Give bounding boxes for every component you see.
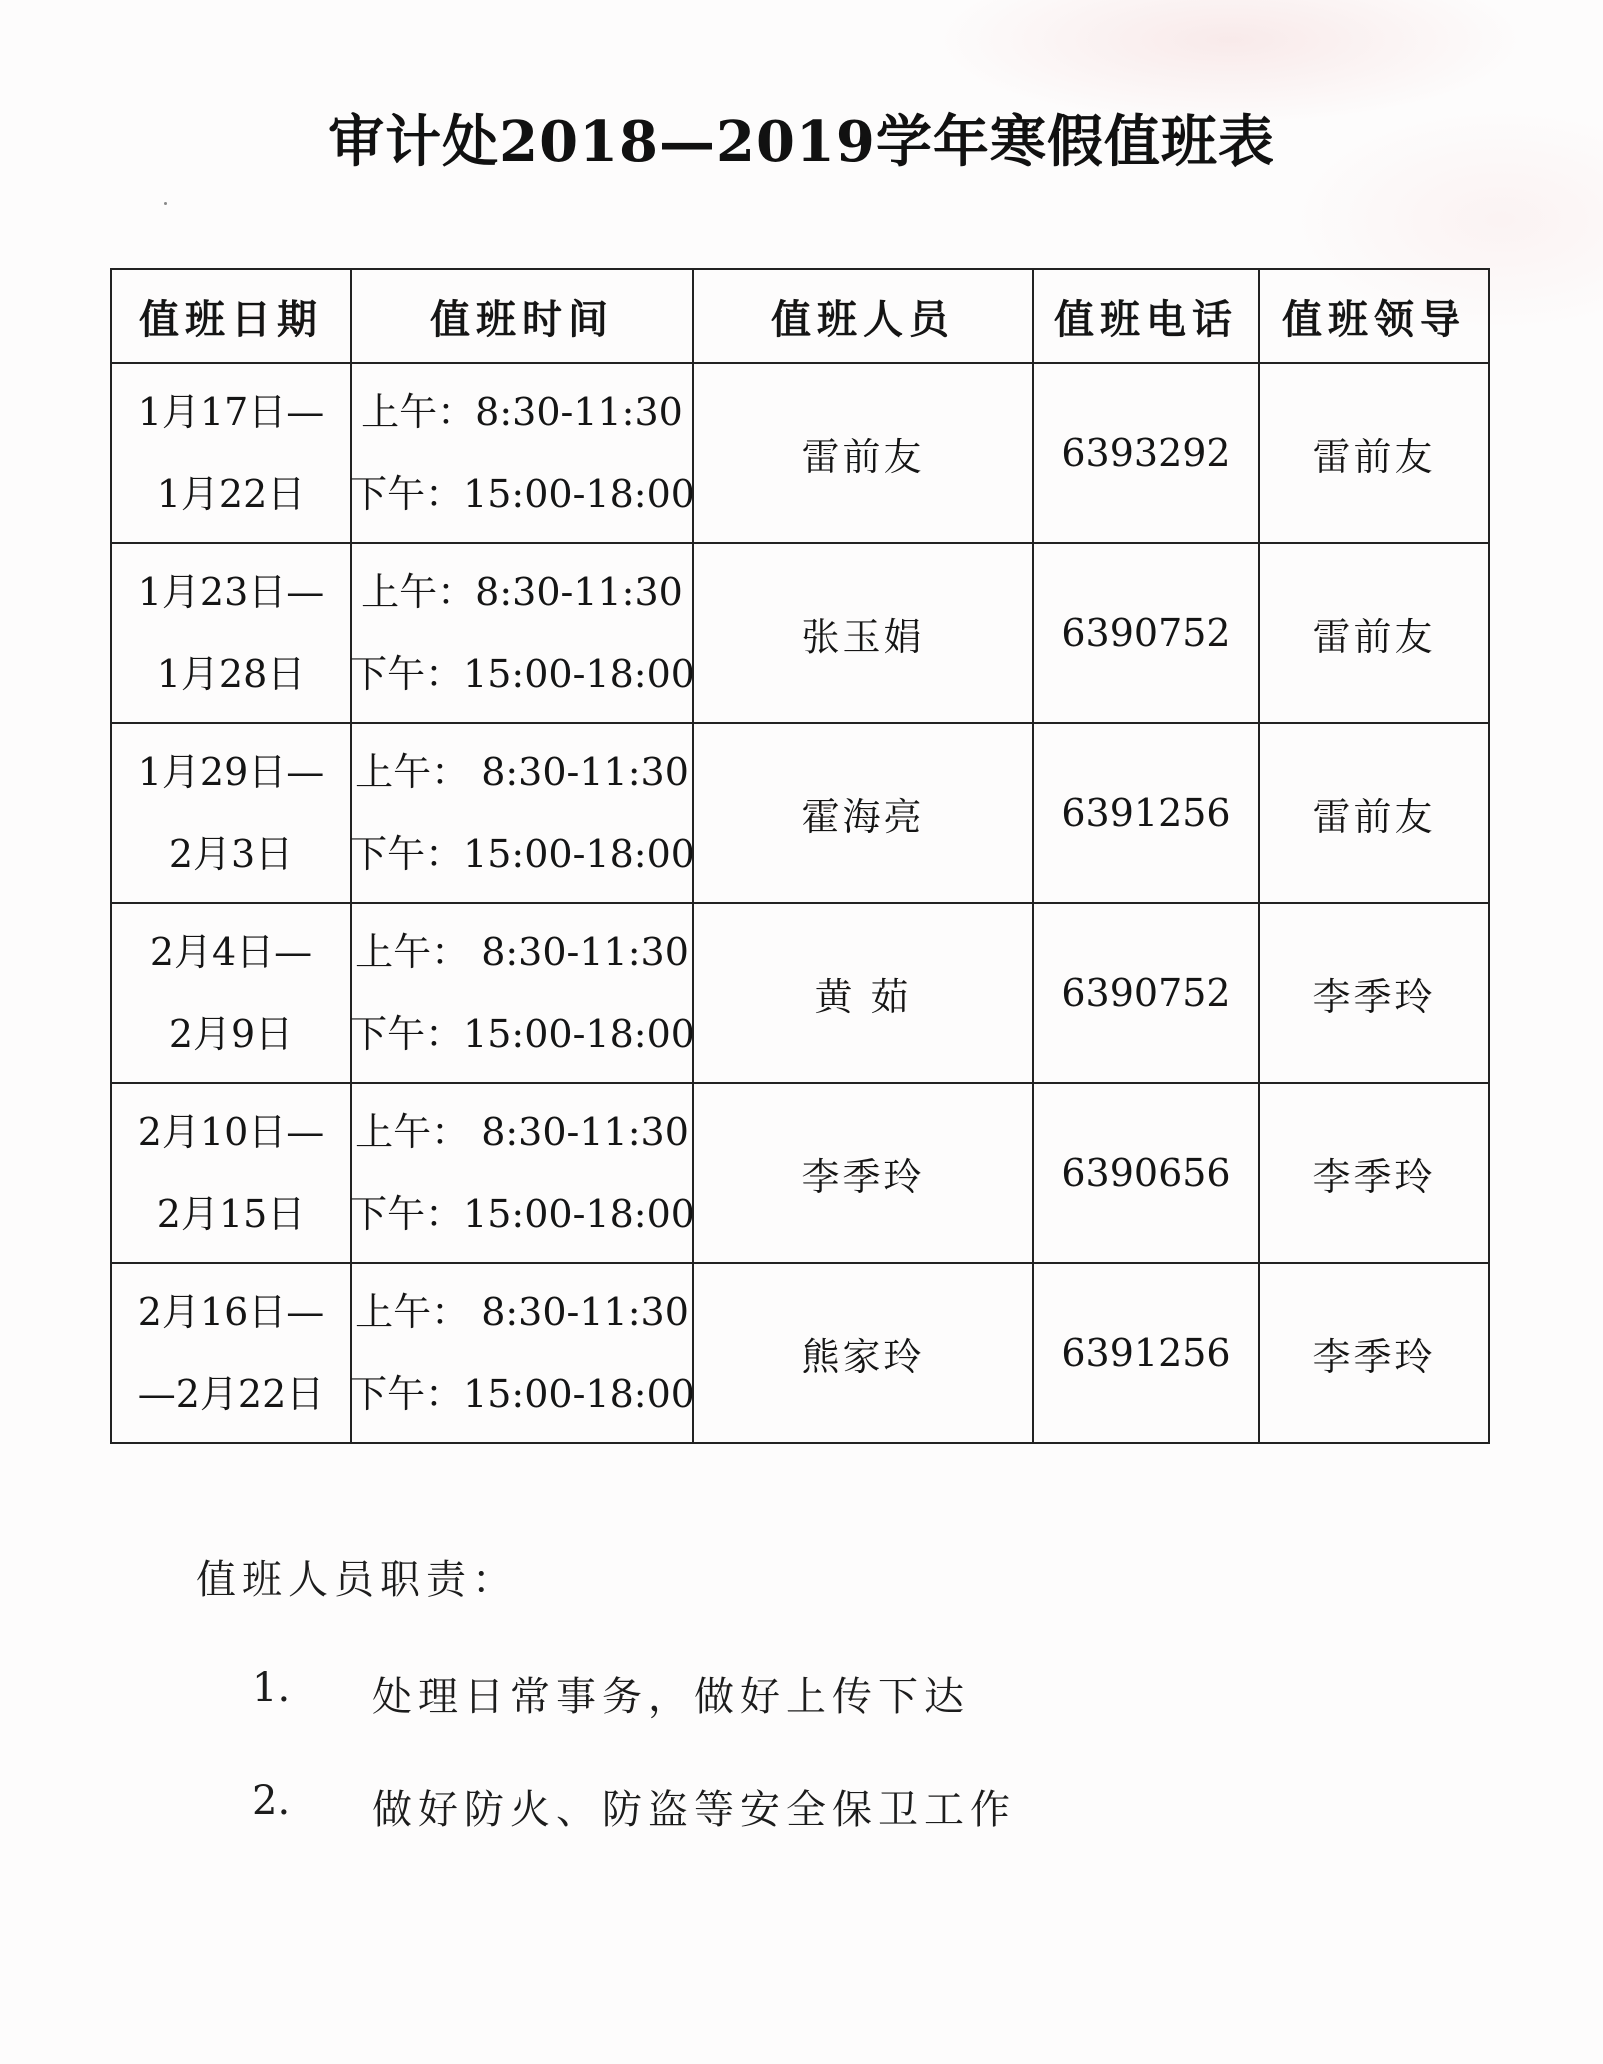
duty-item-number: 1. [252, 1665, 291, 1711]
time-morning: 上午：8:30-11:30 [361, 390, 683, 434]
date-start: 2月10日— [137, 1110, 325, 1154]
time-afternoon: 下午：15:00-18:00 [349, 1372, 695, 1416]
phone-cell: 6391256 [1033, 723, 1259, 903]
date-cell [111, 1083, 351, 1263]
time-cell [351, 363, 693, 543]
leader-cell: 雷前友 [1259, 363, 1489, 543]
phone-cell: 6393292 [1033, 363, 1259, 543]
date-end: 2月3日 [168, 832, 294, 876]
date-end: 2月15日 [156, 1192, 306, 1236]
leader-cell: 李季玲 [1259, 1083, 1489, 1263]
staff-cell: 张玉娟 [693, 543, 1033, 723]
phone-cell: 6390656 [1033, 1083, 1259, 1263]
leader-cell: 李季玲 [1259, 1263, 1489, 1443]
leader-cell: 雷前友 [1259, 543, 1489, 723]
staff-cell: 雷前友 [693, 363, 1033, 543]
staff-cell: 李季玲 [693, 1083, 1033, 1263]
header-duty-leader: 值班领导 [1259, 269, 1489, 363]
date-end: 2月9日 [168, 1012, 294, 1056]
table-row [111, 903, 1489, 1083]
date-cell [111, 543, 351, 723]
time-afternoon: 下午：15:00-18:00 [349, 832, 695, 876]
time-cell [351, 1083, 693, 1263]
time-cell [351, 723, 693, 903]
time-cell [351, 903, 693, 1083]
time-cell [351, 1263, 693, 1443]
time-morning: 上午： 8:30-11:30 [355, 1290, 689, 1334]
staff-cell: 熊家玲 [693, 1263, 1033, 1443]
time-morning: 上午：8:30-11:30 [361, 570, 683, 614]
date-cell [111, 903, 351, 1083]
duty-item-text: 处理日常事务，做好上传下达 [372, 1674, 970, 1720]
date-start: 1月17日— [137, 390, 325, 434]
date-start: 1月29日— [137, 750, 325, 794]
table-row [111, 543, 1489, 723]
date-end: 1月28日 [156, 652, 306, 696]
staff-cell: 霍海亮 [693, 723, 1033, 903]
staff-cell: 黄 茹 [693, 903, 1033, 1083]
date-end: 1月22日 [156, 472, 306, 516]
time-afternoon: 下午：15:00-18:00 [349, 472, 695, 516]
time-morning: 上午： 8:30-11:30 [355, 930, 689, 974]
time-afternoon: 下午：15:00-18:00 [349, 1012, 695, 1056]
date-start: 2月16日— [137, 1290, 325, 1334]
duty-item [252, 1665, 1396, 1722]
paper-speck [164, 202, 167, 205]
time-afternoon: 下午：15:00-18:00 [349, 652, 695, 696]
table-row [111, 1083, 1489, 1263]
duty-item-number: 2. [252, 1778, 291, 1824]
table-row [111, 1263, 1489, 1443]
date-start: 1月23日— [137, 570, 325, 614]
table-header-row [111, 269, 1489, 363]
phone-cell: 6390752 [1033, 903, 1259, 1083]
duty-item [252, 1778, 1396, 1835]
date-cell [111, 1263, 351, 1443]
time-morning: 上午： 8:30-11:30 [355, 1110, 689, 1154]
date-cell [111, 363, 351, 543]
time-afternoon: 下午：15:00-18:00 [349, 1192, 695, 1236]
header-duty-time: 值班时间 [351, 269, 693, 363]
duties-section [196, 1548, 1396, 1891]
phone-cell: 6391256 [1033, 1263, 1259, 1443]
time-morning: 上午： 8:30-11:30 [355, 750, 689, 794]
time-cell [351, 543, 693, 723]
table-row [111, 723, 1489, 903]
header-duty-staff: 值班人员 [693, 269, 1033, 363]
duty-table [110, 268, 1490, 1444]
header-duty-phone: 值班电话 [1033, 269, 1259, 363]
leader-cell: 雷前友 [1259, 723, 1489, 903]
date-cell [111, 723, 351, 903]
date-start: 2月4日— [149, 930, 313, 974]
phone-cell: 6390752 [1033, 543, 1259, 723]
document-title: 审计处2018—2019学年寒假值班表 [328, 109, 1275, 175]
duty-item-text: 做好防火、防盗等安全保卫工作 [372, 1787, 1016, 1833]
duties-heading: 值班人员职责： [196, 1557, 518, 1603]
table-row [111, 363, 1489, 543]
leader-cell: 李季玲 [1259, 903, 1489, 1083]
header-duty-date: 值班日期 [111, 269, 351, 363]
date-end: —2月22日 [137, 1372, 325, 1416]
